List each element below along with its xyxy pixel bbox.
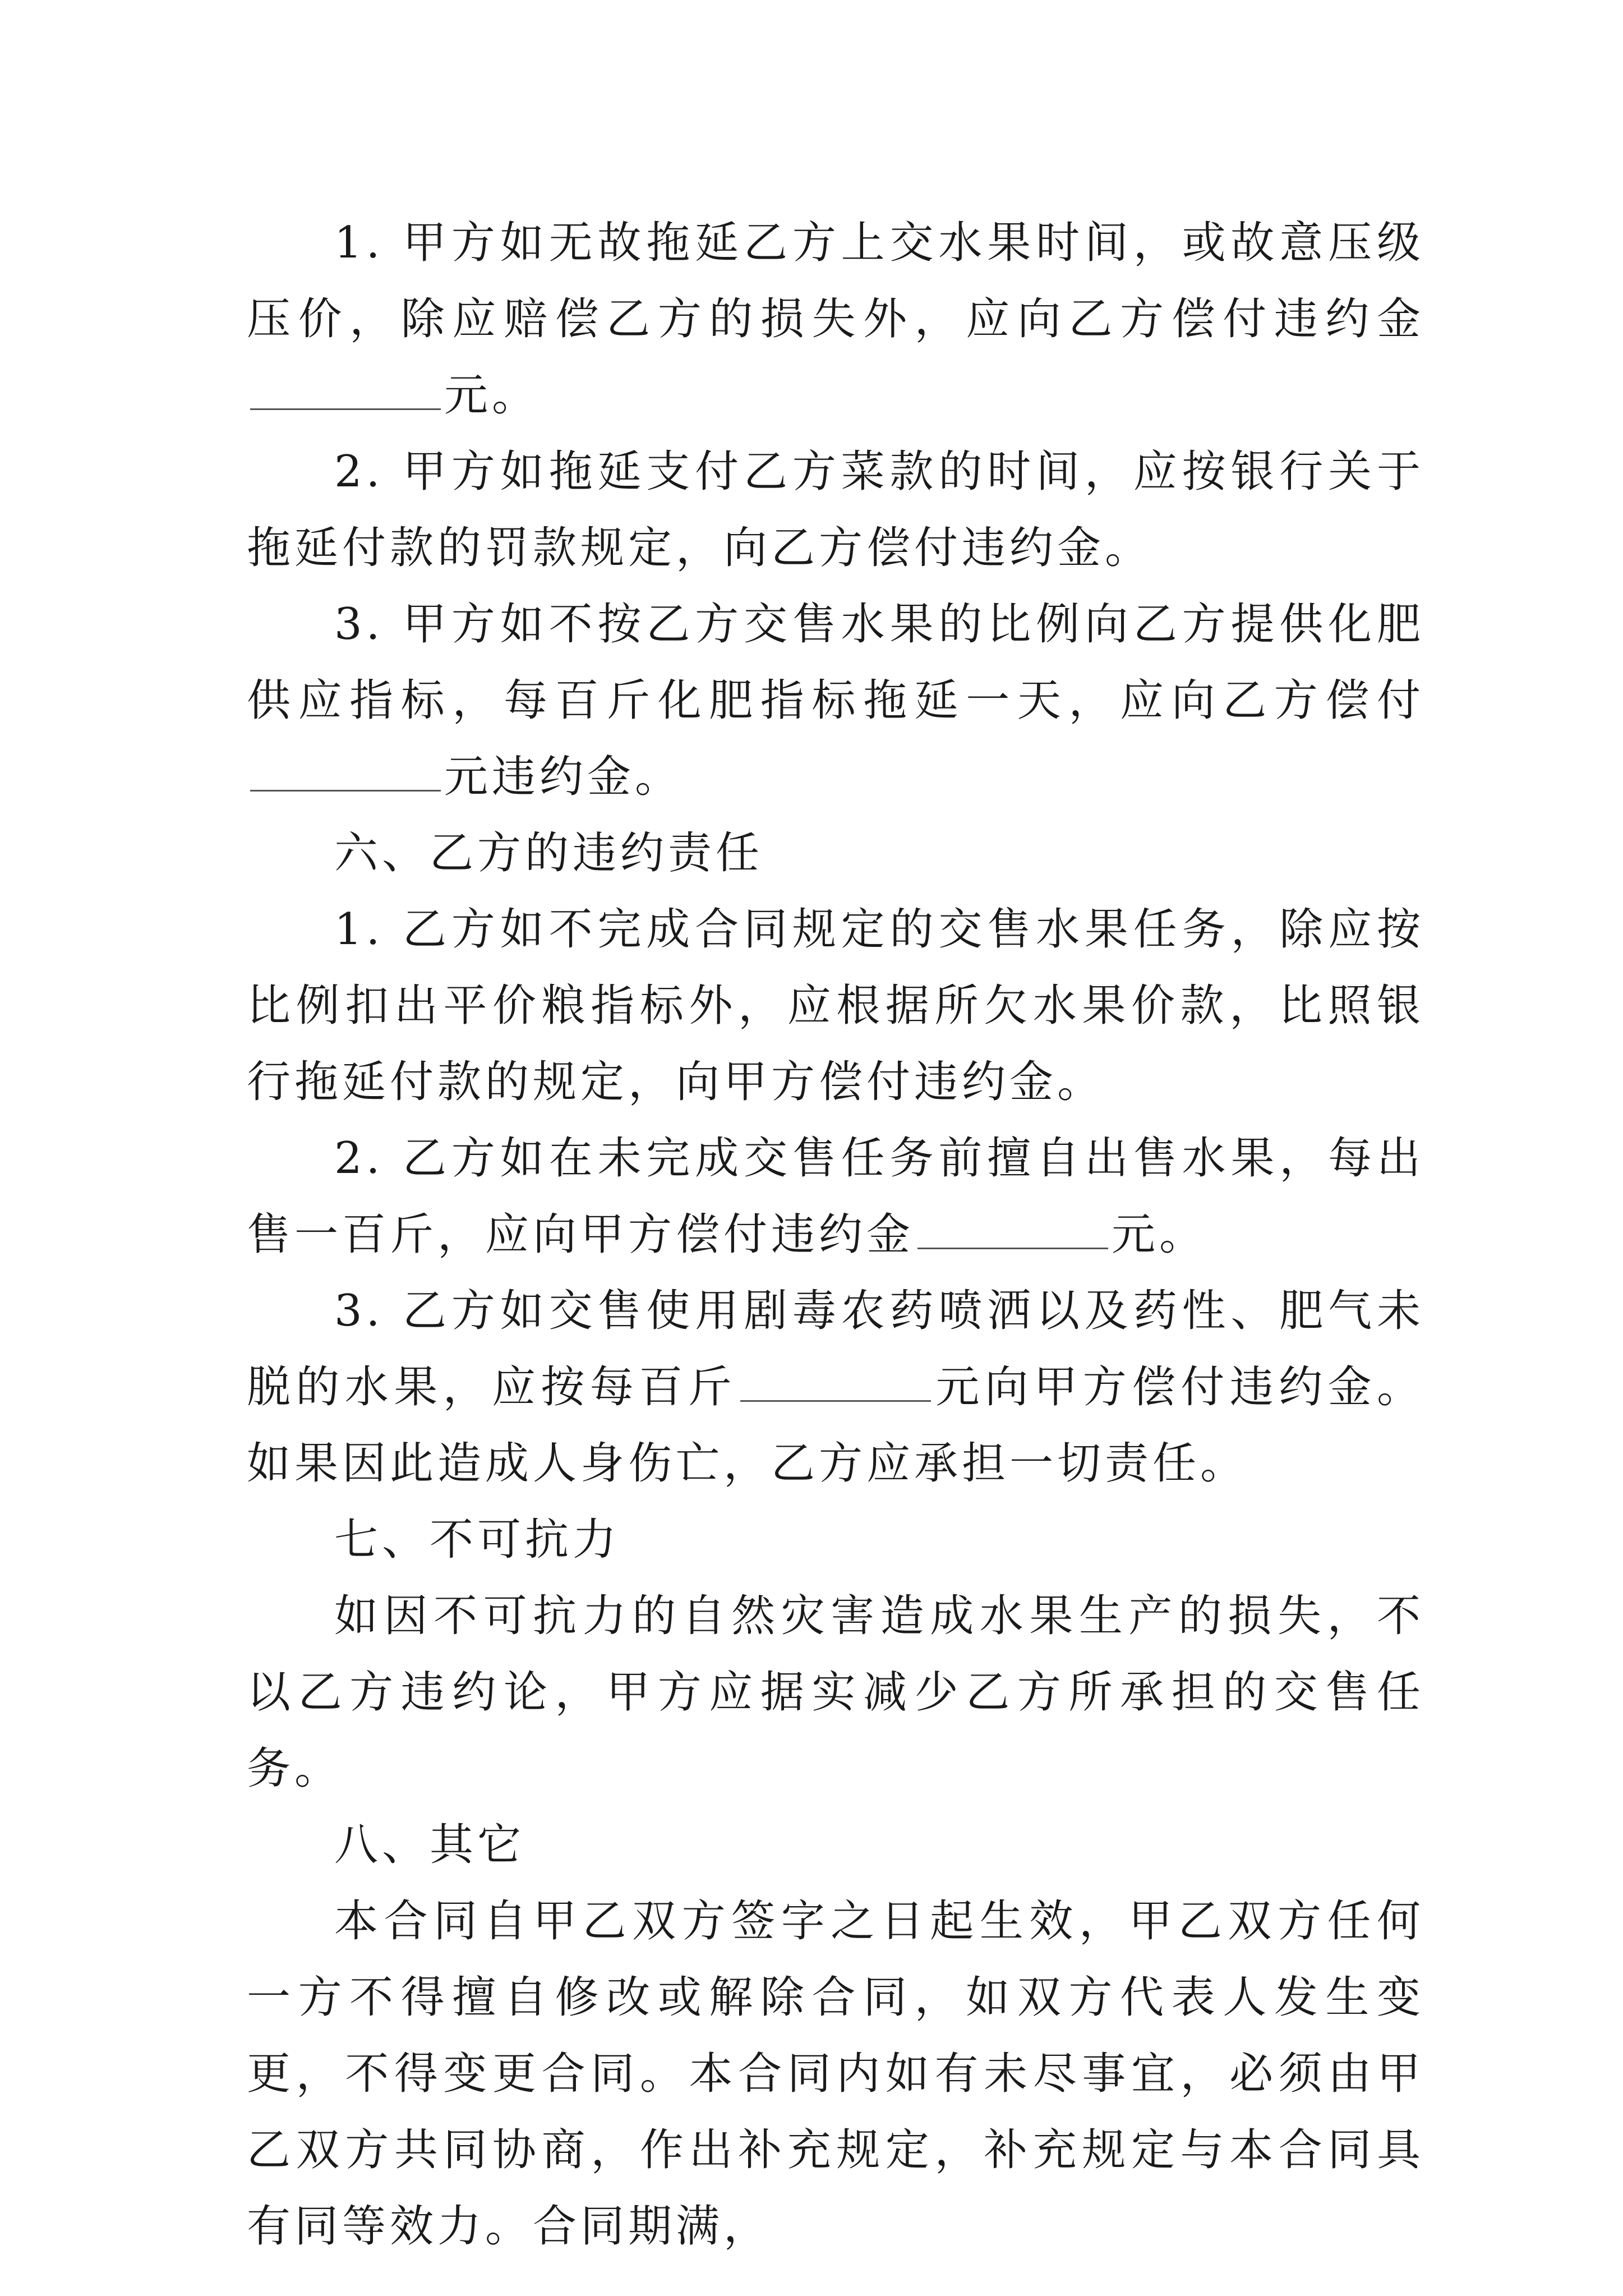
section-heading-8: 八、其它 [334, 1820, 525, 1870]
clause-party-b-1: 1. 乙方如不完成合同规定的交售水果任务，除应按比例扣出平价粮指标外，应根据所欠水果价款，比照银行拖延付款的规定，向甲方偿付违约金。 [247, 904, 1424, 1107]
document-body [247, 205, 1424, 2265]
amount-blank [250, 369, 441, 410]
clause-text: 元违约金。 [444, 752, 683, 802]
clause-other: 本合同自甲乙双方签字之日起生效，甲乙双方任何一方不得擅自修改或解除合同，如双方代表人发生变更，不得变更合同。本合同内如有未尽事宜，必须由甲乙双方共同协商，作出补充规定，补充规定与本合同具有同等效力。合同期满， [247, 1896, 1424, 2252]
section-heading-6: 六、乙方的违约责任 [334, 828, 764, 878]
clause-text: 元。 [444, 370, 540, 421]
clause-party-a-2: 2. 甲方如拖延支付乙方菜款的时间，应按银行关于拖延付款的罚款规定，向乙方偿付违约金。 [247, 447, 1424, 573]
clause-party-b-3 [247, 1273, 1424, 1502]
clause-party-a-1 [247, 205, 1424, 434]
clause-text: 元。 [1112, 1209, 1207, 1260]
clause-text: 3. 乙方如交售使用剧毒农药喷洒以及药性、肥气未脱的水果，应按每百斤 [247, 1286, 1424, 1412]
amount-blank [917, 1208, 1108, 1249]
clause-text: 元向甲方偿付违约金。如果因此造成人身伤亡，乙方应承担一切责任。 [247, 1362, 1424, 1489]
clause-party-b-2 [247, 1120, 1424, 1273]
clause-text: 3. 甲方如不按乙方交售水果的比例向乙方提供化肥供应指标，每百斤化肥指标拖延一天，应向乙方偿付 [247, 599, 1424, 726]
section-heading-7: 七、不可抗力 [334, 1515, 621, 1565]
clause-text: 1. 甲方如无故拖延乙方上交水果时间，或故意压级压价，除应赔偿乙方的损失外，应向乙方偿付违约金 [247, 218, 1424, 344]
clause-text: 2. 乙方如在未完成交售任务前擅自出售水果，每出售一百斤，应向甲方偿付违约金 [247, 1133, 1424, 1260]
clause-party-a-3 [247, 586, 1424, 815]
clause-force-majeure: 如因不可抗力的自然灾害造成水果生产的损失，不以乙方违约论，甲方应据实减少乙方所承担的交售任务。 [247, 1591, 1424, 1794]
amount-blank [740, 1361, 931, 1402]
amount-blank [250, 751, 441, 792]
